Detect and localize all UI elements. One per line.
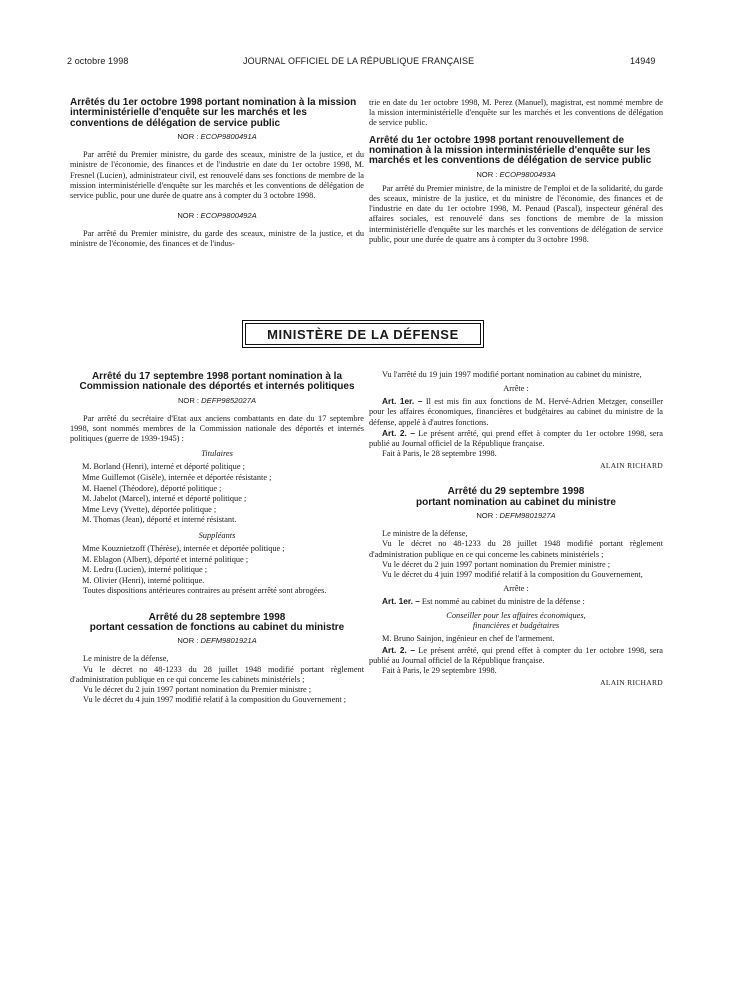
paragraph: Toutes dispositions antérieures contraires au présent arrêté sont abrogées. xyxy=(83,586,327,596)
list-item: M. Thomas (Jean), déporté et interné résistant. xyxy=(82,515,237,525)
titulaires-list xyxy=(70,462,364,526)
section-title: Arrêtés du 1er octobre 1998 portant nomination à la mission interministérielle d'enquête sur les marchés et les conventions de délégation de service public xyxy=(70,97,357,129)
running-header xyxy=(0,0,731,70)
nor-reference: NOR : ECOP9800492A xyxy=(177,211,257,221)
paragraph: Vu le décret du 4 juin 1997 modifié relatif à la composition du Gouvernement, xyxy=(382,570,643,580)
nor-reference: NOR : ECOP9800491A xyxy=(177,132,257,142)
date-line: Fait à Paris, le 29 septembre 1998. xyxy=(382,666,497,676)
date-line: Fait à Paris, le 28 septembre 1998. xyxy=(382,449,497,459)
paragraph: Vu le décret du 2 juin 1997 portant nomination du Premier ministre ; xyxy=(382,559,611,569)
header-page-number: 14949 xyxy=(630,56,656,66)
paragraph: Vu le décret no 48-1233 du 28 juillet 1948 modifié portant règlement d'administration publique en ce qui concerne les cabinets ministériels ; xyxy=(70,664,364,684)
paragraph-continuation: trie en date du 1er octobre 1998, M. Perez (Manuel), magistrat, est nommé membre de la mission interministérielle d'enquête sur les marchés et les conventions de délégation de service public. xyxy=(369,98,663,128)
list-heading-suppleants: Suppléants xyxy=(198,530,236,540)
section-title: Arrêté du 17 septembre 1998 portant nomination à la Commission nationale des déportés et internés politiques xyxy=(79,371,355,393)
signature: ALAIN RICHARD xyxy=(600,461,663,471)
section-title: Arrêté du 28 septembre 1998 xyxy=(148,611,286,623)
role-title: Conseiller pour les affaires économiques, xyxy=(446,611,586,621)
list-item: M. Eblagon (Albert), déporté et interné politique ; xyxy=(82,554,249,564)
paragraph: Par arrêté du Premier ministre, du garde des sceaux, ministre de la justice, et du ministre de l'économie, des finances et de l'indus- xyxy=(70,229,364,249)
role-title: financières et budgétaires xyxy=(472,621,560,631)
paragraph: Le ministre de la défense, xyxy=(382,529,468,539)
list-item: M. Olivier (Henri), interné politique. xyxy=(82,575,205,585)
list-item: Mme Kouznietzoff (Thérèse), internée et déportée politique ; xyxy=(82,543,285,553)
arrete-label: Arrête : xyxy=(503,584,529,594)
ministry-title: MINISTÈRE DE LA DÉFENSE xyxy=(267,326,459,342)
section-arretes-1er-octobre xyxy=(70,98,364,250)
paragraph: Vu le décret no 48-1233 du 28 juillet 1948 modifié portant règlement d'administration publique en ce qui concerne les cabinets ministériels ; xyxy=(369,539,663,559)
list-item: Mme Guillemot (Gisèle), internée et déportée résistante ; xyxy=(82,473,272,483)
header-date: 2 octobre 1998 xyxy=(67,56,129,66)
list-heading-titulaires: Titulaires xyxy=(201,449,233,459)
paragraph: Le ministre de la défense, xyxy=(83,654,169,664)
paragraph: Vu l'arrêté du 19 juin 1997 modifié portant nomination au cabinet du ministre, xyxy=(382,370,642,379)
paragraph: Par arrêté du secrétaire d'Etat aux anciens combattants en date du 17 septembre 1998, sont nommés membres de la Commission nationale des déportés et internés politiques (guerre de 1939-1945) : xyxy=(70,413,364,444)
list-item: M. Ledru (Lucien), interné politique ; xyxy=(82,565,208,575)
arrete-label: Arrête : xyxy=(503,384,529,394)
article: Art. 1er. – Il est mis fin aux fonctions de M. Hervé-Adrien Metzger, conseiller pour les affaires économiques, financières et budgétaires au cabinet du ministre de la défense, appelé à d'autres fonctions. xyxy=(369,396,663,427)
signature: ALAIN RICHARD xyxy=(600,678,663,688)
suppleants-list xyxy=(70,544,364,586)
list-item: M. Jabelot (Marcel), interné et déporté politique ; xyxy=(82,494,247,504)
paragraph: Vu le décret du 2 juin 1997 portant nomination du Premier ministre ; xyxy=(83,684,312,694)
section-arrete-renouvellement xyxy=(369,98,663,245)
section-arrete-28-septembre-cont xyxy=(369,370,663,688)
section-title: portant nomination au cabinet du ministre xyxy=(415,496,616,508)
list-item: M. Borland (Henri), interné et déporté politique ; xyxy=(82,462,245,472)
appointee: M. Bruno Sainjon, ingénieur en chef de l'armement. xyxy=(382,634,555,644)
section-title: Arrêté du 1er octobre 1998 portant renouvellement de nomination à la mission interministérielle d'enquête sur les marchés et les conventions de délégation de service public xyxy=(369,134,652,167)
section-arrete-17-septembre xyxy=(70,372,364,705)
nor-reference: NOR : ECOP9800493A xyxy=(476,169,556,179)
list-item: Mme Levy (Yvette), déportée politique ; xyxy=(82,504,217,514)
nor-reference: NOR : DEFM9801921A xyxy=(177,636,257,646)
nor-reference: NOR : DEFP9852027A xyxy=(177,395,257,405)
article: Art. 1er. – Est nommé au cabinet du ministre de la défense : xyxy=(382,596,585,607)
paragraph: Par arrêté du Premier ministre, du garde des sceaux, ministre de la justice, et du ministre de l'économie, des finances et de l'industrie en date du 1er octobre 1998, M. Fresnel (Lucien), administrateur civil, est renouvelé dans ses fonctions de membre de la mission interministérielle d'enquête sur les marchés et les conventions de délégation de service public, pour une durée de quatre ans à compter du 3 octobre 1998. xyxy=(70,150,364,201)
article: Art. 2. – Le présent arrêté, qui prend effet à compter du 1er octobre 1998, sera publié au Journal officiel de la République française. xyxy=(369,427,663,449)
header-journal-title: JOURNAL OFFICIEL DE LA RÉPUBLIQUE FRANÇAISE xyxy=(243,56,475,66)
nor-reference: NOR : DEFM9801927A xyxy=(476,511,556,521)
list-item: M. Haenel (Théodore), déporté politique ; xyxy=(82,483,222,493)
section-title: Arrêté du 29 septembre 1998 xyxy=(447,486,585,498)
paragraph: Par arrêté du Premier ministre, de la ministre de l'emploi et de la solidarité, du garde des sceaux, ministre de la justice, et du ministre de l'économie, des finances et de l'industrie en date du 1er octobre 1998, M. Penaud (Pascal), inspecteur général des affaires sociales, est renouvelé dans ses fonctions de membre de la mission interministérielle d'enquête sur les marchés et les conventions de délégation de service public, pour une durée de quatre ans à compter du 3 octobre 1998. xyxy=(369,183,663,244)
section-title: portant cessation de fonctions au cabinet du ministre xyxy=(89,621,345,633)
article: Art. 2. – Le présent arrêté, qui prend effet à compter du 1er octobre 1998, sera publié au Journal officiel de la République française. xyxy=(369,644,663,665)
ministry-banner xyxy=(242,320,484,348)
paragraph: Vu le décret du 4 juin 1997 modifié relatif à la composition du Gouvernement ; xyxy=(83,695,347,705)
